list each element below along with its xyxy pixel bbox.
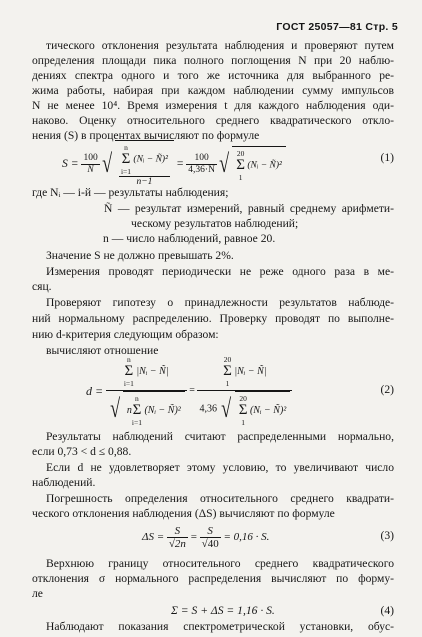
text-line: N не менее 10⁴. Время измерения t для каждого наблюдения оди-: [32, 99, 394, 112]
text-line: отклонения σ нормального распределения вычисляют по форму-: [32, 572, 394, 585]
text-line: Значение S не должно превышать 2%.: [46, 249, 234, 262]
formula-3: ΔS = $\frac{S}{√2n}$ = $\frac{S}{√40}$ = 0,16 · S.: [142, 524, 270, 550]
text-line: наблюдений.: [32, 476, 96, 489]
where-line: Ñ — результат измерений, равный среднему арифмети-: [104, 202, 394, 215]
text-line: дениях спектра одного и того же источника для выбранного ре-: [32, 69, 394, 82]
text-line: Верхнюю границу относительного среднего квадратического: [46, 557, 394, 570]
where-line: ческому результатов наблюдений;: [131, 217, 299, 230]
text-line: Наблюдают показания спектрометрической установки, обус-: [46, 620, 394, 633]
formula-4: Σ = S + ΔS = 1,16 · S.: [171, 604, 275, 617]
text-line: определения площади пика полного поглощения N при 20 наблю-: [32, 54, 394, 67]
where-line: где Nᵢ — i-й — результаты наблюдения;: [32, 186, 229, 199]
fraction: $\frac{100}{4,36\cdot Ñ}$: [188, 152, 215, 175]
text-line: ле: [32, 587, 43, 600]
text-line: ний нормальному распределению. Проверку проводят по выполне-: [32, 312, 394, 325]
text-line: Результаты наблюдений считают распределенными нормально,: [46, 430, 394, 443]
equation-number: (1): [380, 151, 394, 164]
radical: n Σ i=1 (Nᵢ − Ñ)² n−1: [115, 140, 174, 188]
formula-2: d = n Σ i=1 |Nᵢ − Ñ| √ n n Σ i=1 (Nᵢ − Ñ)² = 20 Σ 1 |Nᵢ − Ñ| 4,36 √ 20 Σ 1 (Nᵢ − Ñ)²: [86, 358, 292, 424]
text-line: Измерения проводят периодически не реже одного раза в ме-: [46, 265, 394, 278]
text-line: ческого отклонения наблюдения (ΔS) вычисляют по формуле: [32, 507, 335, 520]
text-line: наково. Оценку относительного среднего квадратического откло-: [32, 114, 394, 127]
text-line: сяц.: [32, 280, 52, 293]
equation-number: (4): [380, 604, 394, 617]
equation-number: (2): [380, 383, 394, 396]
where-line: n — число наблюдений, равное 20.: [103, 232, 276, 245]
text-line: жима работы, набирая при каждом наблюдении сумму импульсов: [32, 84, 394, 97]
page-header: ГОСТ 25057—81 Стр. 5: [276, 21, 398, 33]
text-line: Проверяют гипотезу о принадлежности результатов наблюде-: [46, 296, 394, 309]
text-line: вычисляют отношение: [46, 344, 159, 357]
text-line: если 0,73 < d ≤ 0,88.: [32, 445, 132, 458]
equation-number: (3): [380, 529, 394, 542]
text-line: нию d-критерия следующим образом:: [32, 328, 219, 341]
formula-1: S = $\frac{100}{Ñ}$ √ n Σ i=1 (Nᵢ − Ñ)² n−1 = $\frac{100}{4,36\cdot Ñ}$ √ 20 Σ 1 (Nᵢ − Ñ)²: [62, 142, 286, 186]
text-line: тического отклонения результата наблюдения и проверяют путем: [46, 39, 394, 52]
text-line: нения (S) в процентах вычисляют по формуле: [32, 129, 260, 142]
fraction: $\frac{100}{Ñ}$: [83, 152, 98, 175]
text-line: Если d не удовлетворяет этому условию, то увеличивают число: [46, 461, 394, 474]
text-line: Погрешность определения относительного среднего квадрати-: [46, 492, 394, 505]
formula-lhs: S =: [62, 157, 79, 171]
